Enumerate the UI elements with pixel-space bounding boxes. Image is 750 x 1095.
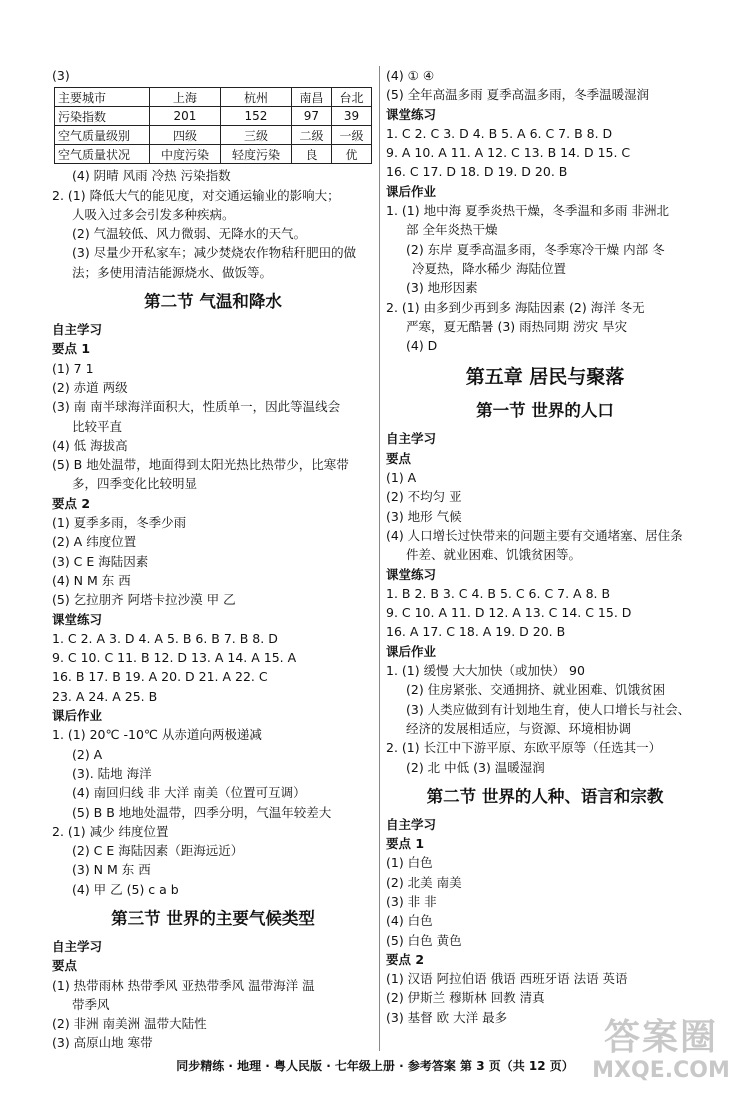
table-row (55, 107, 372, 126)
subsection-label: 要点 2 (52, 495, 91, 511)
table-cell: 一级 (331, 126, 371, 145)
table-cell: 优 (331, 145, 371, 164)
answer-line: (1) 白色 (386, 855, 433, 871)
answer-line: 16. A 17. C 18. A 19. D 20. B (386, 624, 566, 640)
answer-line: (2) A 纬度位置 (52, 534, 137, 550)
answer-line: (3) C E 海陆因素 (52, 553, 149, 569)
page-footer: 同步精练 · 地理 · 粤人民版 · 七年级上册 · 参考答案 第 3 页（共 12 页） (176, 1059, 574, 1073)
subsection-label: 要点 1 (386, 836, 425, 852)
section-heading: 第二节 世界的人种、语言和宗教 (426, 786, 664, 806)
table-cell: 空气质量级别 (55, 126, 150, 145)
answer-line: (4) 人口增长过快带来的问题主要有交通堵塞、居住条 (386, 527, 683, 543)
table-cell: 杭州 (220, 88, 291, 107)
answer-line: (2) 不均匀 亚 (386, 489, 462, 505)
answer-line: (3) (52, 68, 70, 83)
answer-line: 严寒，夏无酷暑 (3) 雨热同期 涝灾 旱灾 (406, 318, 628, 334)
table-row (55, 126, 372, 145)
answer-line: 部 全年炎热干燥 (406, 222, 498, 238)
answer-line: (5) 全年高温多雨 夏季高温多雨，冬季温暖湿润 (386, 87, 650, 103)
answer-line: (3). 陆地 海洋 (72, 765, 152, 781)
answer-line: 2. (1) 长江中下游平原、东欧平原等（任选其一） (386, 740, 662, 756)
subsection-label: 课后作业 (386, 643, 437, 659)
air-quality-table (54, 87, 372, 164)
answer-line: (4) 甲 乙 (5) c a b (72, 881, 179, 897)
answer-line: 9. C 10. A 11. D 12. A 13. C 14. C 15. D (386, 605, 632, 621)
answer-line: (5) B B 地地处温带，四季分明，气温年较差大 (72, 804, 332, 820)
answer-line: 带季风 (72, 996, 110, 1012)
answer-line: (2) C E 海陆因素（距海远近） (72, 843, 244, 859)
answer-line: (1) 夏季多雨，冬季少雨 (52, 515, 187, 531)
answer-line: 1. (1) 缓慢 大大加快（或加快） 90 (386, 663, 585, 679)
section-heading: 第二节 气温和降水 (144, 292, 282, 312)
right-column (386, 66, 704, 1027)
subsection-label: 要点 2 (386, 951, 425, 967)
answer-line: (4) 低 海拔高 (52, 437, 128, 453)
answer-line: 件差、就业困难、饥饿贫困等。 (406, 547, 582, 563)
answer-line: (2) 北美 南美 (386, 874, 462, 890)
section-heading: 第一节 世界的人口 (476, 401, 614, 421)
answer-line: 1. C 2. A 3. D 4. A 5. B 6. B 7. B 8. D (52, 630, 278, 646)
subsection-label: 课堂练习 (386, 106, 437, 122)
answer-line: (2) 东岸 夏季高温多雨，冬季寒冷干燥 内部 冬 (406, 241, 665, 257)
table-cell: 201 (150, 107, 221, 126)
subsection-label: 课堂练习 (52, 611, 103, 627)
answer-line: 2. (1) 减少 纬度位置 (52, 823, 169, 839)
table-cell: 二级 (291, 126, 331, 145)
answer-line: 1. (1) 地中海 夏季炎热干燥，冬季温和多雨 非洲北 (386, 203, 670, 219)
table-cell: 主要城市 (55, 88, 150, 107)
table-cell: 97 (291, 107, 331, 126)
answer-line: (1) 7 1 (52, 360, 94, 376)
table-row (55, 88, 372, 107)
answer-line: (1) A (386, 470, 417, 486)
answer-line: 2. (1) 由多到少再到多 海陆因素 (2) 海洋 冬无 (386, 299, 645, 315)
answer-line: 经济的发展相适应，与资源、环境相协调 (406, 720, 632, 736)
table-cell: 三级 (220, 126, 291, 145)
subsection-label: 课后作业 (386, 183, 437, 199)
answer-line: 9. A 10. A 11. A 12. C 13. B 14. D 15. C (386, 145, 631, 161)
answer-line: 人吸入过多会引发多种疾病。 (72, 206, 235, 222)
answer-line: (4) 白色 (386, 913, 433, 929)
answer-line: (3) 地形因素 (406, 280, 478, 296)
table-cell: 152 (220, 107, 291, 126)
answer-line: (2) 北 中低 (3) 温暖湿润 (406, 759, 545, 775)
subsection-label: 要点 (52, 958, 78, 974)
answer-line: 23. A 24. A 25. B (52, 688, 158, 704)
subsection-label: 课堂练习 (386, 566, 437, 582)
answer-line: (1) 汉语 阿拉伯语 俄语 西班牙语 法语 英语 (386, 971, 628, 987)
answer-line: 冷夏热，降水稀少 海陆位置 (412, 260, 566, 276)
answer-line: (3) 地形 气候 (386, 508, 462, 524)
answer-line: (3) 高原山地 寒带 (52, 1035, 153, 1051)
watermark-line-2: MXQE.COM (592, 1058, 730, 1083)
answer-line: (3) 非 非 (386, 893, 437, 909)
subsection-label: 课后作业 (52, 708, 103, 724)
answer-line: (3) 基督 欧 大洋 最多 (386, 1009, 508, 1025)
subsection-label: 自主学习 (386, 431, 437, 447)
table-cell: 四级 (150, 126, 221, 145)
table-cell: 中度污染 (150, 145, 221, 164)
table-cell: 轻度污染 (220, 145, 291, 164)
answer-line: (5) 乞拉朋齐 阿塔卡拉沙漠 甲 乙 (52, 592, 236, 608)
subsection-label: 要点 1 (52, 341, 91, 357)
table-cell: 南昌 (291, 88, 331, 107)
answer-line: (2) 伊斯兰 穆斯林 回教 清真 (386, 990, 545, 1006)
answer-line: (2) 赤道 两级 (52, 379, 128, 395)
table-cell: 空气质量状况 (55, 145, 150, 164)
answer-line: 1. B 2. B 3. C 4. B 5. C 6. C 7. A 8. B (386, 585, 611, 601)
answer-line: (2) A (72, 746, 103, 762)
column-divider (379, 66, 380, 1051)
answer-line: 2. (1) 降低大气的能见度，对交通运输业的影响大； (52, 187, 340, 203)
answer-line: (5) B 地处温带，地面得到太阳光热比热带少，比寒带 (52, 457, 349, 473)
answer-line: (3) N M 东 西 (72, 862, 151, 878)
answer-line: (4) 阴晴 风雨 冷热 污染指数 (72, 168, 231, 184)
answer-line: (4) N M 东 西 (52, 572, 131, 588)
answer-line: 多，四季变化比较明显 (72, 476, 198, 492)
watermark-logo (586, 1017, 736, 1087)
subsection-label: 自主学习 (52, 322, 103, 338)
answer-line: (2) 非洲 南美洲 温带大陆性 (52, 1016, 207, 1032)
section-heading: 第三节 世界的主要气候类型 (111, 908, 315, 928)
answer-line: 1. (1) 20℃ -10℃ 从赤道向两极递减 (52, 727, 262, 743)
table-cell: 39 (331, 107, 371, 126)
table-row (55, 145, 372, 164)
answer-line: (5) 白色 黄色 (386, 932, 462, 948)
answer-line: (2) 住房紧张、交通拥挤、就业困难、饥饿贫困 (406, 682, 666, 698)
table-cell: 台北 (331, 88, 371, 107)
answer-line: (4) D (406, 338, 438, 354)
left-column (52, 66, 374, 1053)
table-cell: 污染指数 (55, 107, 150, 126)
watermark-line-1: 答案圈 (603, 1017, 718, 1058)
answer-line: 16. B 17. B 19. A 20. D 21. A 22. C (52, 669, 268, 685)
answer-line: (3) 尽量少开私家车；减少焚烧农作物秸秆肥田的做 (72, 245, 357, 261)
answer-line: 16. C 17. D 18. D 19. D 20. B (386, 164, 568, 180)
subsection-label: 要点 (386, 450, 412, 466)
answer-line: (1) 热带雨林 热带季风 亚热带季风 温带海洋 温 (52, 977, 315, 993)
subsection-label: 自主学习 (52, 938, 103, 954)
answer-line: (3) 人类应做到有计划地生育，使人口增长与社会、 (406, 701, 691, 717)
table-cell: 良 (291, 145, 331, 164)
answer-line: (4) ① ④ (386, 68, 435, 83)
chapter-heading: 第五章 居民与聚落 (465, 366, 625, 389)
answer-line: (3) 南 南半球海洋面积大，性质单一，因此等温线会 (52, 399, 341, 415)
answer-line: (2) 气温较低、风力微弱、无降水的天气。 (72, 226, 307, 242)
answer-line: 法；多使用清洁能源烧水、做饭等。 (72, 264, 273, 280)
answer-line: 9. C 10. C 11. B 12. D 13. A 14. A 15. A (52, 650, 297, 666)
table-cell: 上海 (150, 88, 221, 107)
answer-line: 1. C 2. C 3. D 4. B 5. A 6. C 7. B 8. D (386, 125, 613, 141)
answer-line: (4) 南回归线 非 大洋 南美（位置可互调） (72, 785, 306, 801)
subsection-label: 自主学习 (386, 816, 437, 832)
answer-line: 比较平直 (72, 418, 123, 434)
